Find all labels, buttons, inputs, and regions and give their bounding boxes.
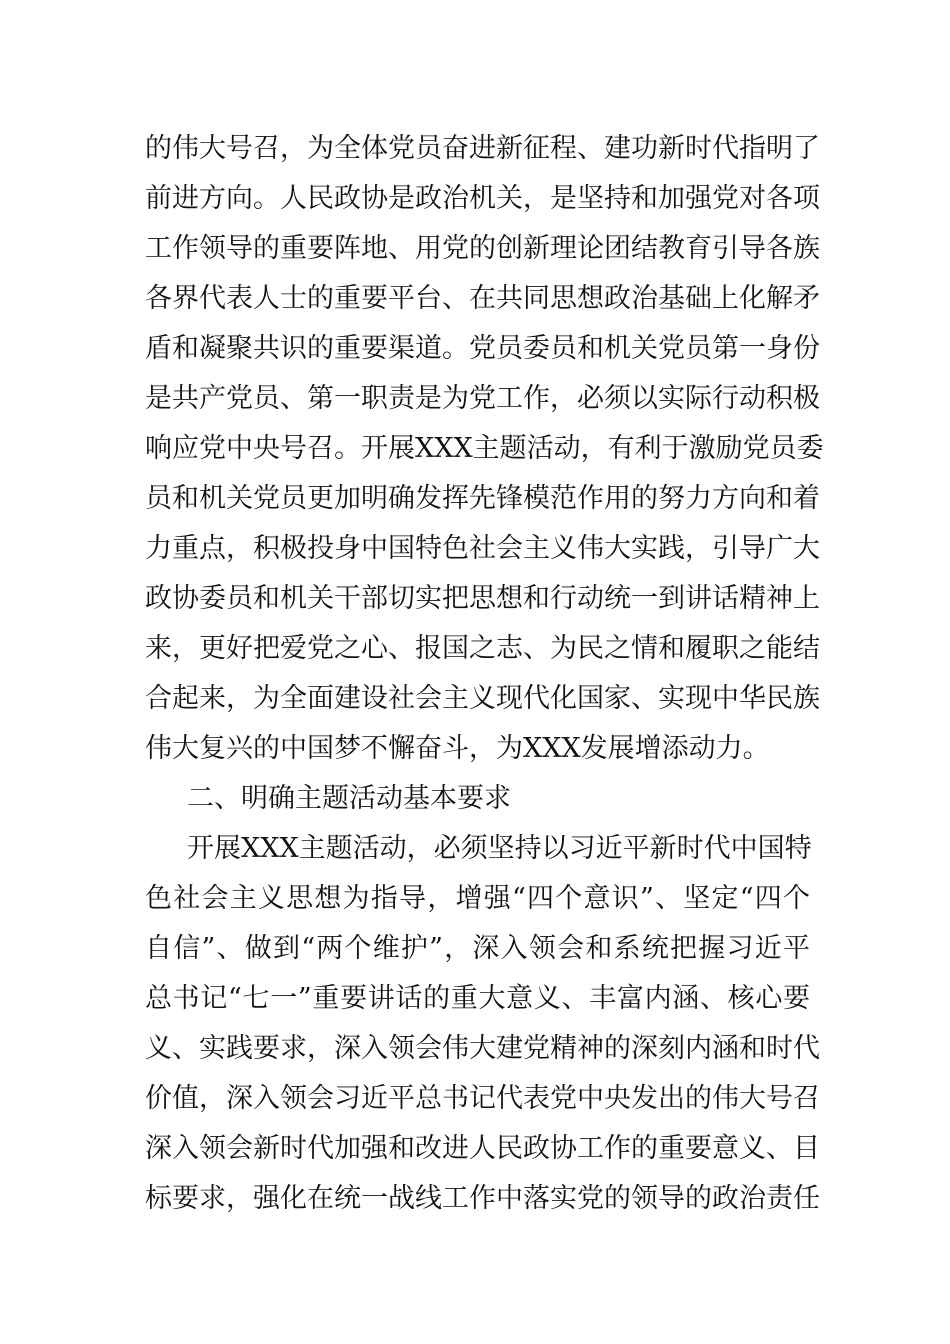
paragraph-line: 自信”、做到“两个维护”，深入领会和系统把握习近平	[145, 933, 810, 964]
section-heading: 二、明确主题活动基本要求	[187, 783, 511, 814]
paragraph-line: 响应党中央号召。开展XXX主题活动，有利于激励党员委	[145, 433, 824, 464]
paragraph-line: 色社会主义思想为指导，增强“四个意识”、坚定“四个	[145, 883, 810, 914]
paragraph-line: 深入领会新时代加强和改进人民政协工作的重要意义、目	[145, 1133, 820, 1164]
paragraph-line: 员和机关党员更加明确发挥先锋模范作用的努力方向和着	[145, 483, 820, 514]
paragraph-line: 是共产党员、第一职责是为党工作，必须以实际行动积极	[145, 383, 820, 414]
paragraph-line: 的伟大号召，为全体党员奋进新征程、建功新时代指明了	[145, 133, 820, 164]
paragraph-line: 价值，深入领会习近平总书记代表党中央发出的伟大号召	[145, 1083, 820, 1114]
paragraph-line: 政协委员和机关干部切实把思想和行动统一到讲话精神上	[145, 583, 820, 614]
paragraph-line: 来，更好把爱党之心、报国之志、为民之情和履职之能结	[145, 633, 820, 664]
document-body	[145, 124, 824, 1224]
paragraph-1	[145, 124, 824, 774]
paragraph-line: 总书记“七一”重要讲话的重大意义、丰富内涵、核心要	[145, 983, 810, 1014]
paragraph-line: 标要求，强化在统一战线工作中落实党的领导的政治责任	[145, 1183, 820, 1214]
paragraph-line: 工作领导的重要阵地、用党的创新理论团结教育引导各族	[145, 233, 820, 264]
paragraph-line: 盾和凝聚共识的重要渠道。党员委员和机关党员第一身份	[145, 333, 820, 364]
paragraph-line: 合起来，为全面建设社会主义现代化国家、实现中华民族	[145, 683, 820, 714]
paragraph-line: 各界代表人士的重要平台、在共同思想政治基础上化解矛	[145, 283, 820, 314]
paragraph-2	[145, 824, 820, 1224]
paragraph-line: 力重点，积极投身中国特色社会主义伟大实践，引导广大	[145, 533, 820, 564]
paragraph-line: 开展XXX主题活动，必须坚持以习近平新时代中国特	[187, 833, 812, 864]
paragraph-line: 伟大复兴的中国梦不懈奋斗，为XXX发展增添动力。	[145, 733, 770, 764]
paragraph-line: 前进方向。人民政协是政治机关，是坚持和加强党对各项	[145, 183, 820, 214]
paragraph-line: 义、实践要求，深入领会伟大建党精神的深刻内涵和时代	[145, 1033, 820, 1064]
